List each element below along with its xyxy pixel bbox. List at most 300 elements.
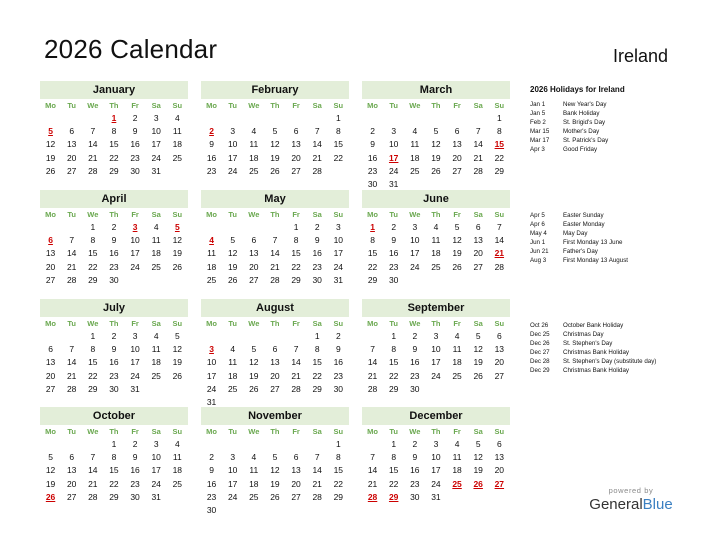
day-cell: 10: [227, 465, 238, 476]
day-cell: 29: [312, 383, 322, 394]
day-cell: 16: [206, 152, 217, 163]
holiday-date: Apr 5: [530, 212, 545, 219]
month-title: June: [362, 190, 510, 208]
day-cell: 2: [412, 331, 418, 341]
day-cell: 17: [227, 152, 238, 163]
day-cell: 25: [172, 478, 183, 489]
day-cell: 14: [312, 139, 322, 150]
holiday-name: Father's Day: [563, 248, 598, 255]
day-cell: 8: [335, 126, 341, 137]
month-may: [201, 190, 349, 287]
holiday-row: [530, 321, 705, 330]
day-cell: 7: [69, 235, 75, 246]
holiday-day-cell: 3: [209, 344, 214, 355]
day-cell: 11: [249, 465, 259, 476]
holidays-title: 2026 Holidays for Ireland: [530, 85, 625, 94]
day-cell: 21: [473, 152, 483, 163]
day-cell: 15: [333, 139, 344, 150]
day-cell: 31: [388, 178, 399, 189]
day-cell: 11: [228, 357, 238, 368]
day-cell: 8: [111, 126, 117, 137]
weekday-label: Th: [109, 319, 119, 328]
month-july: [40, 299, 188, 396]
empty-cell: [264, 330, 285, 343]
day-cell: 16: [333, 357, 344, 368]
day-cell: 14: [367, 465, 378, 476]
holiday-name: Christmas Bank Holiday: [563, 367, 630, 374]
weekday-label: Th: [109, 427, 119, 436]
day-cell: 14: [494, 235, 505, 246]
day-cell: 28: [66, 274, 77, 285]
empty-cell: [447, 112, 468, 125]
day-cell: 2: [111, 331, 117, 341]
holiday-date: Dec 26: [530, 340, 550, 347]
day-cell: 3: [335, 222, 341, 232]
empty-cell: [40, 112, 61, 125]
day-cell: 18: [172, 465, 183, 476]
month-november: [201, 407, 349, 517]
day-cell: 20: [270, 370, 280, 381]
day-cell: 22: [88, 370, 98, 381]
day-cell: 18: [249, 152, 259, 163]
empty-cell: [264, 112, 285, 125]
weekday-label: Sa: [312, 210, 322, 219]
day-cell: 18: [206, 261, 217, 272]
day-cell: 16: [312, 248, 322, 259]
day-cell: 7: [293, 344, 299, 355]
weekday-label: Tu: [389, 319, 398, 328]
day-cell: 16: [367, 152, 378, 163]
holiday-row: [530, 127, 705, 136]
weekday-label: Th: [431, 210, 441, 219]
day-cell: 22: [388, 478, 399, 489]
holiday-date: Apr 6: [530, 221, 545, 228]
day-cell: 21: [270, 261, 280, 272]
day-cell: 14: [312, 465, 322, 476]
day-cell: 10: [431, 344, 441, 355]
holiday-day-cell: 21: [494, 248, 505, 259]
day-cell: 25: [227, 383, 238, 394]
weekday-label: We: [248, 427, 260, 436]
holiday-name: St. Stephen's Day: [563, 340, 613, 347]
day-cell: 11: [151, 344, 161, 355]
day-cell: 19: [45, 478, 56, 489]
holiday-name: St. Brigid's Day: [563, 119, 606, 126]
empty-cell: [404, 112, 425, 125]
day-cell: 3: [230, 452, 236, 463]
day-cell: 28: [88, 491, 98, 502]
weekday-label: Sa: [473, 101, 483, 110]
day-cell: 4: [230, 344, 236, 355]
day-cell: 8: [90, 235, 96, 246]
weekday-label: Mo: [45, 210, 56, 219]
day-cell: 28: [270, 274, 280, 285]
day-cell: 19: [473, 357, 483, 368]
day-cell: 25: [431, 261, 441, 272]
day-cell: 6: [293, 452, 299, 463]
holiday-date: Dec 27: [530, 349, 550, 356]
empty-cell: [201, 112, 222, 125]
weekday-label: Th: [270, 101, 280, 110]
weekday-label: Su: [494, 210, 505, 219]
day-cell: 17: [333, 248, 344, 259]
day-cell: 23: [109, 370, 119, 381]
day-cell: 30: [109, 274, 119, 285]
day-cell: 13: [291, 139, 301, 150]
day-cell: 4: [454, 439, 460, 449]
month-june: [362, 190, 510, 287]
weekday-label: We: [248, 210, 260, 219]
day-cell: 15: [88, 357, 98, 368]
month-title: April: [40, 190, 188, 208]
day-cell: 11: [452, 344, 462, 355]
day-cell: 22: [367, 261, 378, 272]
holiday-row: [530, 145, 705, 154]
day-cell: 7: [314, 452, 320, 463]
empty-cell: [362, 330, 383, 343]
holiday-day-cell: 5: [48, 126, 53, 137]
empty-cell: [82, 112, 103, 125]
day-cell: 31: [333, 274, 344, 285]
day-cell: 18: [249, 478, 259, 489]
day-cell: 17: [130, 357, 140, 368]
weekday-label: Fr: [131, 210, 139, 219]
weekday-label: Fr: [453, 210, 461, 219]
day-cell: 22: [494, 152, 505, 163]
holiday-list-q4: [530, 321, 705, 375]
day-cell: 28: [312, 165, 322, 176]
day-cell: 19: [172, 248, 183, 259]
day-cell: 19: [45, 152, 56, 163]
day-cell: 27: [249, 274, 259, 285]
weekday-label: Tu: [67, 319, 76, 328]
weekday-label: Su: [333, 101, 344, 110]
day-cell: 5: [433, 126, 439, 137]
day-cell: 15: [312, 357, 322, 368]
day-cell: 7: [370, 344, 375, 355]
day-cell: 11: [431, 235, 441, 246]
day-cell: 23: [410, 370, 420, 381]
weekday-label: Mo: [367, 101, 378, 110]
day-cell: 25: [410, 165, 420, 176]
holiday-name: St. Patrick's Day: [563, 137, 609, 144]
day-cell: 20: [473, 248, 483, 259]
day-cell: 23: [312, 261, 322, 272]
day-cell: 20: [452, 152, 462, 163]
holiday-day-cell: 1: [370, 222, 375, 232]
weekday-label: Sa: [151, 210, 161, 219]
day-cell: 27: [45, 383, 56, 394]
day-cell: 11: [249, 139, 259, 150]
empty-cell: [61, 112, 82, 125]
weekday-label: Tu: [67, 101, 76, 110]
weekday-label: Sa: [151, 427, 161, 436]
empty-cell: [425, 112, 446, 125]
empty-cell: [307, 438, 328, 451]
holiday-row: [530, 339, 705, 348]
empty-cell: [222, 330, 243, 343]
day-cell: 9: [111, 344, 117, 355]
day-cell: 2: [132, 439, 138, 449]
empty-cell: [61, 438, 82, 451]
day-cell: 24: [227, 491, 238, 502]
day-cell: 6: [272, 344, 278, 355]
holiday-day-cell: 1: [111, 113, 117, 123]
day-cell: 23: [206, 165, 217, 176]
holiday-date: Dec 25: [530, 331, 550, 338]
day-cell: 23: [206, 491, 217, 502]
weekday-label: Mo: [206, 210, 217, 219]
month-october: [40, 407, 188, 504]
empty-cell: [243, 221, 264, 234]
holiday-date: Mar 15: [530, 128, 550, 135]
day-cell: 7: [496, 222, 502, 232]
day-cell: 11: [410, 139, 420, 150]
generalblue-logo[interactable]: [586, 486, 676, 513]
empty-cell: [286, 330, 307, 343]
day-cell: 13: [494, 452, 505, 463]
day-cell: 13: [45, 357, 56, 368]
weekday-label: Sa: [151, 101, 161, 110]
day-cell: 7: [90, 452, 96, 463]
month-march: [362, 81, 510, 191]
day-cell: 13: [45, 248, 56, 259]
day-cell: 30: [206, 504, 217, 515]
month-september: [362, 299, 510, 396]
day-cell: 23: [367, 165, 378, 176]
holiday-row: [530, 220, 705, 229]
day-cell: 9: [335, 344, 341, 355]
day-cell: 8: [90, 344, 96, 355]
empty-cell: [40, 221, 61, 234]
day-cell: 3: [153, 439, 159, 449]
weekday-label: Su: [494, 101, 505, 110]
holiday-day-cell: 26: [473, 478, 483, 489]
day-cell: 2: [412, 439, 418, 449]
day-cell: 4: [454, 331, 460, 341]
weekday-label: Tu: [228, 210, 237, 219]
day-cell: 5: [272, 126, 278, 137]
day-cell: 16: [410, 465, 420, 476]
holiday-row: [530, 136, 705, 145]
holiday-day-cell: 29: [388, 491, 399, 502]
day-cell: 26: [452, 261, 462, 272]
day-cell: 19: [431, 152, 441, 163]
day-cell: 1: [391, 439, 397, 449]
day-cell: 15: [109, 139, 119, 150]
day-cell: 29: [388, 383, 399, 394]
day-cell: 5: [272, 452, 278, 463]
day-cell: 2: [111, 222, 117, 232]
day-cell: 8: [335, 452, 341, 463]
brand-name-general: General: [589, 496, 643, 513]
day-cell: 30: [410, 383, 420, 394]
month-title: July: [40, 299, 188, 317]
empty-cell: [362, 438, 383, 451]
day-cell: 9: [132, 126, 138, 137]
holiday-row: [530, 238, 705, 247]
day-cell: 9: [412, 452, 418, 463]
brand-name-blue: Blue: [642, 496, 673, 513]
month-december: [362, 407, 510, 504]
weekday-label: Tu: [228, 101, 237, 110]
weekday-label: We: [409, 101, 421, 110]
empty-cell: [222, 221, 243, 234]
holiday-list-q2: [530, 211, 705, 265]
day-cell: 10: [431, 452, 441, 463]
day-cell: 28: [312, 491, 322, 502]
day-cell: 13: [270, 357, 280, 368]
day-cell: 15: [88, 248, 98, 259]
weekday-label: Th: [431, 427, 441, 436]
day-cell: 18: [151, 248, 161, 259]
holiday-name: Christmas Bank Holiday: [563, 349, 630, 356]
day-cell: 19: [249, 370, 259, 381]
day-cell: 9: [111, 235, 117, 246]
day-cell: 10: [410, 235, 420, 246]
day-cell: 14: [66, 357, 77, 368]
weekday-label: Tu: [389, 101, 398, 110]
holiday-date: May 4: [530, 230, 547, 237]
holiday-row: [530, 109, 705, 118]
weekday-label: We: [248, 101, 260, 110]
day-cell: 10: [151, 126, 161, 137]
day-cell: 16: [130, 139, 140, 150]
day-cell: 21: [312, 152, 322, 163]
day-cell: 10: [130, 344, 140, 355]
day-cell: 17: [227, 478, 238, 489]
day-cell: 20: [45, 261, 56, 272]
day-cell: 30: [109, 383, 119, 394]
day-cell: 18: [410, 152, 420, 163]
day-cell: 1: [314, 331, 320, 341]
empty-cell: [264, 438, 285, 451]
day-cell: 3: [412, 222, 418, 232]
day-cell: 20: [291, 152, 301, 163]
weekday-label: Su: [172, 427, 183, 436]
day-cell: 29: [88, 274, 98, 285]
weekday-label: Su: [172, 210, 183, 219]
empty-cell: [61, 221, 82, 234]
day-cell: 6: [69, 126, 75, 137]
weekday-label: We: [87, 101, 99, 110]
day-cell: 7: [90, 126, 96, 137]
holiday-name: Easter Monday: [563, 221, 605, 228]
holiday-row: [530, 118, 705, 127]
weekday-label: Su: [333, 210, 344, 219]
month-title: January: [40, 81, 188, 99]
weekday-label: We: [409, 210, 421, 219]
powered-by-text: powered by: [608, 486, 654, 495]
holiday-row: [530, 247, 705, 256]
day-cell: 21: [88, 152, 98, 163]
day-cell: 25: [151, 261, 161, 272]
day-cell: 9: [314, 235, 320, 246]
day-cell: 13: [66, 139, 77, 150]
day-cell: 12: [270, 465, 280, 476]
day-cell: 8: [293, 235, 299, 246]
day-cell: 31: [151, 165, 161, 176]
day-cell: 22: [88, 261, 98, 272]
day-cell: 20: [45, 370, 56, 381]
holiday-day-cell: 4: [209, 235, 214, 246]
holiday-date: Jun 1: [530, 239, 546, 246]
day-cell: 14: [291, 357, 301, 368]
weekday-label: Sa: [312, 319, 322, 328]
day-cell: 9: [370, 139, 375, 150]
weekday-label: Th: [270, 210, 280, 219]
empty-cell: [61, 330, 82, 343]
day-cell: 9: [412, 344, 418, 355]
day-cell: 24: [388, 165, 399, 176]
day-cell: 6: [251, 235, 257, 246]
day-cell: 18: [452, 357, 462, 368]
empty-cell: [307, 112, 328, 125]
day-cell: 26: [172, 261, 183, 272]
day-cell: 28: [291, 383, 301, 394]
month-title: December: [362, 407, 510, 425]
month-title: March: [362, 81, 510, 99]
day-cell: 4: [433, 222, 439, 232]
day-cell: 21: [66, 261, 77, 272]
empty-cell: [286, 438, 307, 451]
day-cell: 9: [209, 139, 214, 150]
day-cell: 8: [370, 235, 375, 246]
day-cell: 12: [172, 344, 183, 355]
day-cell: 10: [151, 452, 161, 463]
day-cell: 4: [153, 222, 159, 232]
day-cell: 22: [333, 478, 344, 489]
page-title: 2026 Calendar: [44, 34, 218, 64]
day-cell: 24: [151, 478, 161, 489]
day-cell: 24: [431, 370, 441, 381]
day-cell: 14: [66, 248, 77, 259]
day-cell: 26: [227, 274, 238, 285]
day-cell: 21: [367, 478, 378, 489]
holiday-day-cell: 2: [209, 126, 214, 137]
day-cell: 29: [291, 274, 301, 285]
weekday-label: Sa: [473, 427, 483, 436]
day-cell: 24: [130, 261, 140, 272]
day-cell: 6: [293, 126, 299, 137]
day-cell: 17: [410, 248, 420, 259]
day-cell: 5: [475, 331, 481, 341]
day-cell: 16: [410, 357, 420, 368]
weekday-label: We: [409, 319, 421, 328]
day-cell: 12: [473, 344, 483, 355]
day-cell: 12: [45, 465, 56, 476]
day-cell: 29: [88, 383, 98, 394]
day-cell: 10: [333, 235, 344, 246]
day-cell: 10: [130, 235, 140, 246]
day-cell: 3: [391, 126, 397, 137]
empty-cell: [40, 438, 61, 451]
weekday-label: Su: [172, 101, 183, 110]
day-cell: 27: [494, 370, 505, 381]
holiday-date: Aug 3: [530, 257, 547, 264]
weekday-label: Mo: [367, 210, 378, 219]
day-cell: 19: [473, 465, 483, 476]
day-cell: 20: [494, 465, 505, 476]
day-cell: 8: [314, 344, 320, 355]
day-cell: 9: [209, 465, 214, 476]
holiday-date: Apr 3: [530, 146, 545, 153]
day-cell: 27: [66, 491, 77, 502]
day-cell: 13: [473, 235, 483, 246]
day-cell: 27: [291, 165, 301, 176]
day-cell: 23: [130, 478, 140, 489]
weekday-label: We: [87, 319, 99, 328]
